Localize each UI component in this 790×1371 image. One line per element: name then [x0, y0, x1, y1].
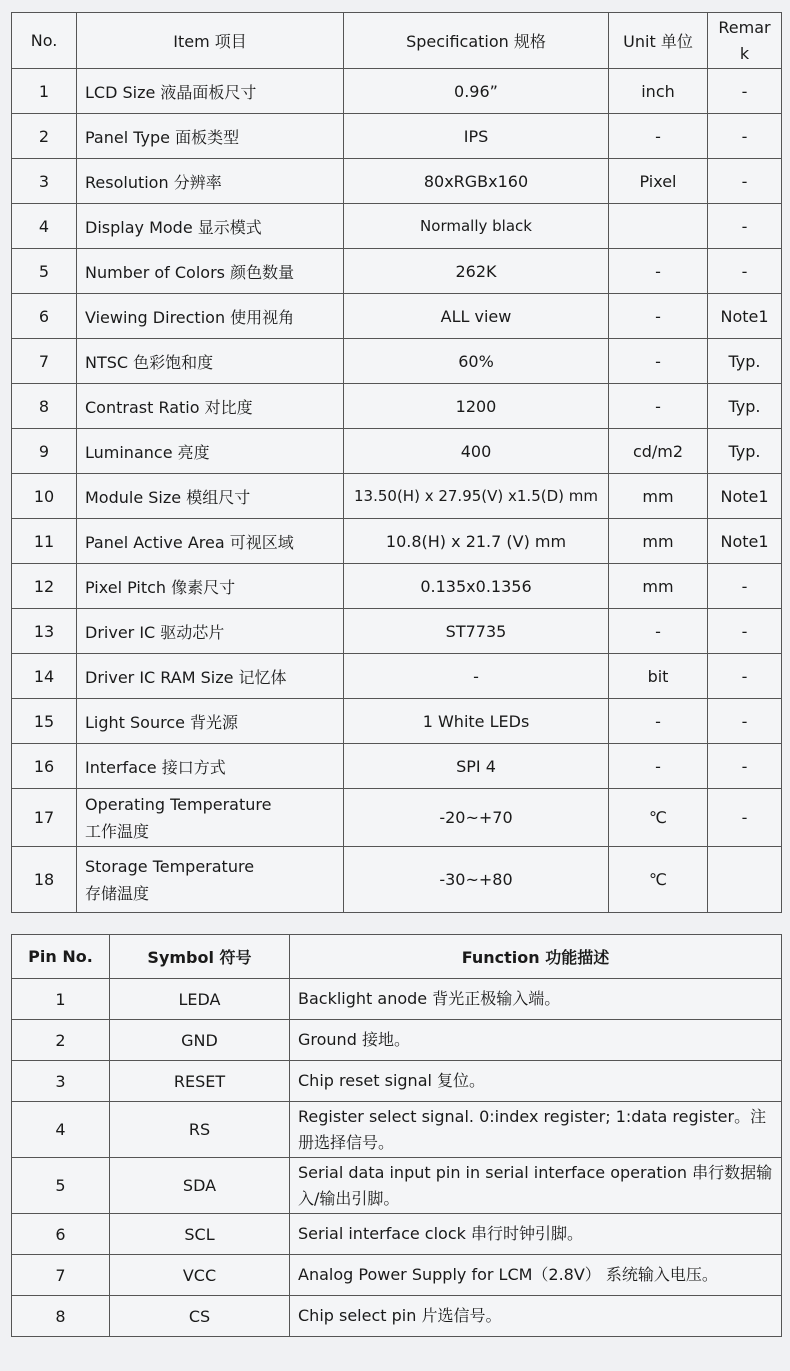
row-unit: - [609, 699, 708, 744]
row-spec: 80xRGBx160 [344, 159, 609, 204]
row-unit: - [609, 384, 708, 429]
row-unit: - [609, 744, 708, 789]
table-row [12, 979, 782, 1020]
pin-function: Chip reset signal 复位。 [290, 1061, 782, 1102]
row-no: 15 [12, 699, 77, 744]
row-remark: - [708, 249, 782, 294]
table-row [12, 339, 782, 384]
table-row [12, 114, 782, 159]
pin-function: Register select signal. 0:index register; 1:data register。注册选择信号。 [290, 1102, 782, 1158]
table-row [12, 699, 782, 744]
row-item [77, 789, 344, 847]
row-item: Panel Type 面板类型 [77, 114, 344, 159]
row-unit [609, 204, 708, 249]
pin-header-row [12, 935, 782, 979]
row-remark: Typ. [708, 339, 782, 384]
table-row [12, 204, 782, 249]
row-spec: 0.135x0.1356 [344, 564, 609, 609]
pin-no: 5 [12, 1158, 110, 1214]
table-row [12, 474, 782, 519]
table-row [12, 1020, 782, 1061]
table-row [12, 159, 782, 204]
row-no: 10 [12, 474, 77, 519]
row-remark: - [708, 564, 782, 609]
row-unit: - [609, 609, 708, 654]
row-unit: cd/m2 [609, 429, 708, 474]
row-no: 8 [12, 384, 77, 429]
spec-header-row [12, 13, 782, 69]
pin-function: Ground 接地。 [290, 1020, 782, 1061]
row-spec: 10.8(H) x 21.7 (V) mm [344, 519, 609, 564]
row-remark: Typ. [708, 384, 782, 429]
row-remark: - [708, 789, 782, 847]
row-item: Luminance 亮度 [77, 429, 344, 474]
row-unit: inch [609, 69, 708, 114]
pin-symbol: LEDA [110, 979, 290, 1020]
row-remark: - [708, 114, 782, 159]
pin-function: Serial data input pin in serial interface operation 串行数据输入/输出引脚。 [290, 1158, 782, 1214]
pin-symbol: GND [110, 1020, 290, 1061]
table-row [12, 429, 782, 474]
row-item: Viewing Direction 使用视角 [77, 294, 344, 339]
row-remark: - [708, 159, 782, 204]
row-unit: - [609, 114, 708, 159]
row-no: 13 [12, 609, 77, 654]
row-unit: - [609, 249, 708, 294]
row-no: 9 [12, 429, 77, 474]
row-item: Light Source 背光源 [77, 699, 344, 744]
table-row [12, 744, 782, 789]
row-item: Panel Active Area 可视区域 [77, 519, 344, 564]
pin-symbol: CS [110, 1296, 290, 1337]
header-unit: Unit 单位 [609, 13, 708, 69]
header-pin-no: Pin No. [12, 935, 110, 979]
table-row [12, 294, 782, 339]
row-remark: - [708, 699, 782, 744]
row-remark: - [708, 69, 782, 114]
table-row [12, 789, 782, 847]
row-spec: 262K [344, 249, 609, 294]
table-row [12, 564, 782, 609]
row-no: 6 [12, 294, 77, 339]
table-row [12, 1061, 782, 1102]
row-no: 11 [12, 519, 77, 564]
table-row [12, 519, 782, 564]
row-remark: Typ. [708, 429, 782, 474]
row-no: 12 [12, 564, 77, 609]
row-spec: SPI 4 [344, 744, 609, 789]
row-item: Driver IC 驱动芯片 [77, 609, 344, 654]
row-spec: -30~+80 [344, 847, 609, 913]
pin-no: 2 [12, 1020, 110, 1061]
row-spec: 0.96” [344, 69, 609, 114]
row-spec: 400 [344, 429, 609, 474]
row-item-line1: Storage Temperature [85, 856, 255, 876]
row-no: 1 [12, 69, 77, 114]
table-row [12, 609, 782, 654]
row-spec: Normally black [344, 204, 609, 249]
row-no: 3 [12, 159, 77, 204]
row-remark: - [708, 609, 782, 654]
row-spec: ALL view [344, 294, 609, 339]
header-specification: Specification 规格 [344, 13, 609, 69]
table-row [12, 847, 782, 913]
row-remark: - [708, 654, 782, 699]
pin-symbol: SDA [110, 1158, 290, 1214]
pin-no: 6 [12, 1214, 110, 1255]
row-no: 7 [12, 339, 77, 384]
row-no: 17 [12, 789, 77, 847]
pin-function: Serial interface clock 串行时钟引脚。 [290, 1214, 782, 1255]
row-unit: ℃ [609, 789, 708, 847]
pin-symbol: RESET [110, 1061, 290, 1102]
table-row [12, 1214, 782, 1255]
row-remark: Note1 [708, 519, 782, 564]
row-spec: - [344, 654, 609, 699]
row-unit: ℃ [609, 847, 708, 913]
row-no: 18 [12, 847, 77, 913]
row-spec: -20~+70 [344, 789, 609, 847]
row-remark: Note1 [708, 294, 782, 339]
row-remark: - [708, 744, 782, 789]
row-item-line1: Operating Temperature [85, 794, 272, 814]
row-remark [708, 847, 782, 913]
row-item: Display Mode 显示模式 [77, 204, 344, 249]
pin-definition-table [11, 934, 782, 1337]
row-item: Resolution 分辨率 [77, 159, 344, 204]
pin-no: 8 [12, 1296, 110, 1337]
pin-function: Backlight anode 背光正极输入端。 [290, 979, 782, 1020]
row-item: Pixel Pitch 像素尺寸 [77, 564, 344, 609]
row-item: NTSC 色彩饱和度 [77, 339, 344, 384]
specification-table [11, 12, 782, 913]
row-item: Contrast Ratio 对比度 [77, 384, 344, 429]
table-row [12, 1255, 782, 1296]
table-row [12, 69, 782, 114]
row-unit: Pixel [609, 159, 708, 204]
row-no: 4 [12, 204, 77, 249]
pin-symbol: RS [110, 1102, 290, 1158]
pin-no: 1 [12, 979, 110, 1020]
row-unit: mm [609, 474, 708, 519]
pin-no: 7 [12, 1255, 110, 1296]
table-row [12, 1102, 782, 1158]
row-unit: bit [609, 654, 708, 699]
table-row [12, 249, 782, 294]
row-remark: Note1 [708, 474, 782, 519]
row-item-line2: 工作温度 [85, 821, 150, 841]
row-item-line2: 存储温度 [85, 883, 150, 903]
row-spec: ST7735 [344, 609, 609, 654]
pin-no: 3 [12, 1061, 110, 1102]
row-no: 5 [12, 249, 77, 294]
pin-symbol: SCL [110, 1214, 290, 1255]
row-item: Number of Colors 颜色数量 [77, 249, 344, 294]
row-remark: - [708, 204, 782, 249]
row-unit: mm [609, 564, 708, 609]
pin-function: Chip select pin 片选信号。 [290, 1296, 782, 1337]
header-remark: Remar k [708, 13, 782, 69]
row-spec: IPS [344, 114, 609, 159]
row-unit: - [609, 294, 708, 339]
row-no: 14 [12, 654, 77, 699]
pin-symbol: VCC [110, 1255, 290, 1296]
row-spec: 1 White LEDs [344, 699, 609, 744]
table-row [12, 1158, 782, 1214]
row-spec: 13.50(H) x 27.95(V) x1.5(D) mm [344, 474, 609, 519]
header-symbol: Symbol 符号 [110, 935, 290, 979]
row-item: Interface 接口方式 [77, 744, 344, 789]
row-item [77, 847, 344, 913]
row-item: LCD Size 液晶面板尺寸 [77, 69, 344, 114]
row-no: 16 [12, 744, 77, 789]
pin-no: 4 [12, 1102, 110, 1158]
table-row [12, 1296, 782, 1337]
header-function: Function 功能描述 [290, 935, 782, 979]
row-item: Driver IC RAM Size 记忆体 [77, 654, 344, 699]
header-item: Item 项目 [77, 13, 344, 69]
row-item: Module Size 模组尺寸 [77, 474, 344, 519]
pin-function: Analog Power Supply for LCM（2.8V） 系统输入电压。 [290, 1255, 782, 1296]
table-row [12, 654, 782, 699]
row-no: 2 [12, 114, 77, 159]
header-no: No. [12, 13, 77, 69]
table-row [12, 384, 782, 429]
row-unit: mm [609, 519, 708, 564]
row-spec: 1200 [344, 384, 609, 429]
row-unit: - [609, 339, 708, 384]
row-spec: 60% [344, 339, 609, 384]
